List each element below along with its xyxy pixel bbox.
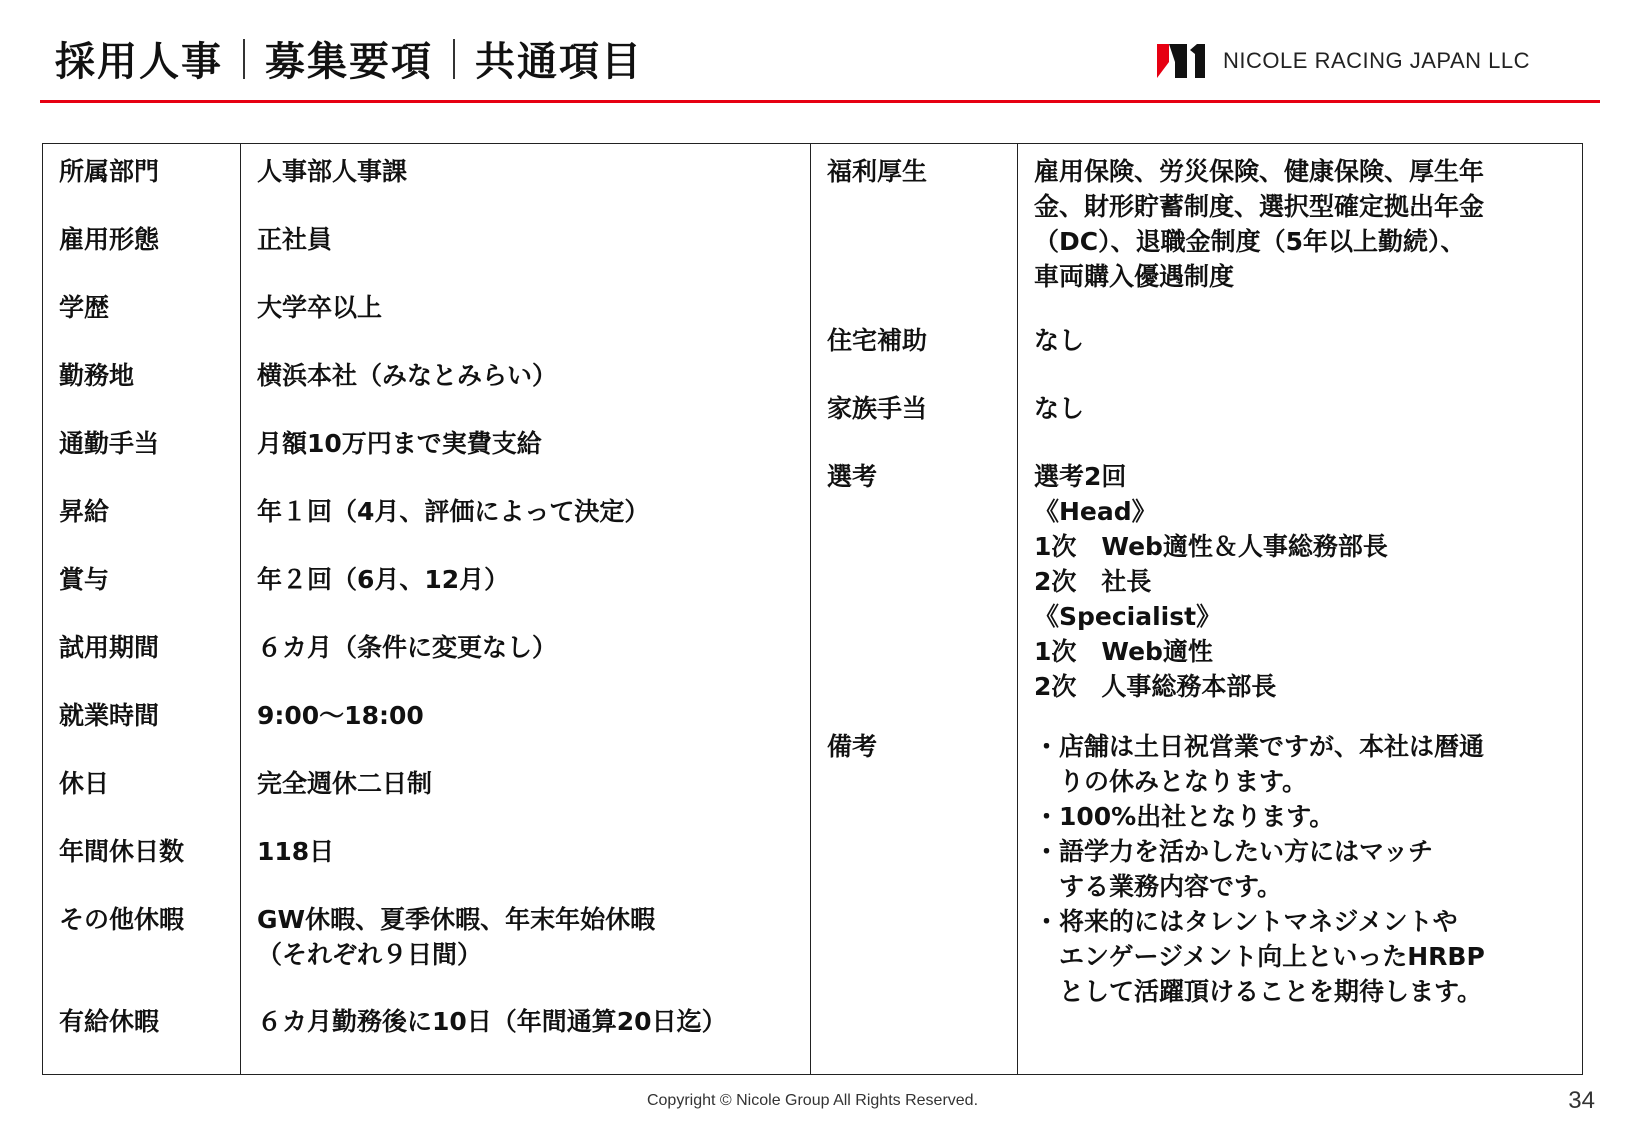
value-probation: ６カ月（条件に変更なし） — [257, 633, 558, 662]
right-value-column — [1018, 144, 1583, 1075]
label-work-location: 勤務地 — [59, 361, 135, 390]
label-welfare: 福利厚生 — [827, 157, 928, 186]
label-bonus: 賞与 — [59, 565, 110, 594]
nicole-logo-icon — [1157, 42, 1211, 80]
label-raise: 昇給 — [59, 497, 110, 526]
label-selection: 選考 — [827, 462, 878, 491]
value-paid-leave: ６カ月勤務後に10日（年間通算20日迄） — [257, 1007, 727, 1036]
label-annual-holidays: 年間休日数 — [59, 837, 185, 866]
label-working-hours: 就業時間 — [59, 701, 160, 730]
value-work-location: 横浜本社（みなとみらい） — [257, 361, 558, 390]
value-housing-allowance: なし — [1034, 326, 1085, 355]
left-value-column — [241, 144, 811, 1075]
requirements-table — [42, 143, 1583, 1075]
page-title — [55, 30, 643, 87]
title-divider — [453, 39, 455, 79]
title-part-common: 共通項目 — [475, 39, 643, 85]
label-holidays: 休日 — [59, 769, 110, 798]
value-bonus: 年２回（6月、12月） — [257, 565, 510, 594]
value-welfare: 雇用保険、労災保険、健康保険、厚生年 金、財形貯蓄制度、選択型確定拠出年金 （DC）、退職金制度（5年以上勤続）、 車両購入優遇制度 — [1034, 157, 1485, 291]
label-family-allowance: 家族手当 — [827, 394, 928, 423]
title-part-recruiting: 採用人事 — [55, 39, 223, 85]
label-remarks: 備考 — [827, 732, 878, 761]
value-annual-holidays: 118日 — [257, 837, 335, 866]
left-label-column — [43, 144, 241, 1075]
label-employment-type: 雇用形態 — [59, 225, 160, 254]
header-divider — [40, 100, 1600, 103]
right-label-column — [811, 144, 1018, 1075]
value-holidays: 完全週休二日制 — [257, 769, 433, 798]
value-family-allowance: なし — [1034, 394, 1085, 423]
company-name: NICOLE RACING JAPAN LLC — [1223, 48, 1530, 73]
value-other-leave: GW休暇、夏季休暇、年末年始休暇 （それぞれ９日間） — [257, 905, 656, 969]
company-logo — [1157, 42, 1530, 80]
label-other-leave: その他休暇 — [59, 905, 185, 934]
label-education: 学歴 — [59, 293, 110, 322]
value-employment-type: 正社員 — [257, 225, 333, 254]
label-housing-allowance: 住宅補助 — [827, 326, 928, 355]
value-commute-allowance: 月額10万円まで実費支給 — [257, 429, 542, 458]
copyright-notice: Copyright © Nicole Group All Rights Reserved. — [646, 1092, 979, 1109]
label-paid-leave: 有給休暇 — [59, 1007, 160, 1036]
title-part-requirements: 募集要項 — [265, 39, 433, 85]
page-number: 34 — [1568, 1087, 1595, 1114]
label-department: 所属部門 — [59, 157, 160, 186]
value-selection: 選考2回 《Head》 1次 Web適性＆人事総務部長 2次 社長 《Specialist》 1次 Web適性 2次 人事総務本部長 — [1034, 462, 1388, 701]
value-remarks: ・店舗は土日祝営業ですが、本社は暦通 りの休みとなります。 ・100%出社となります。 ・語学力を活かしたい方にはマッチ する業務内容です。 ・将来的にはタレントマネジメントや エンゲージメント向上といったHRBP として活躍頂けることを期待します。 — [1034, 732, 1485, 1006]
label-commute-allowance: 通勤手当 — [59, 429, 160, 458]
value-working-hours: 9:00～18:00 — [257, 701, 424, 730]
value-department: 人事部人事課 — [257, 157, 408, 186]
title-divider — [243, 39, 245, 79]
value-education: 大学卒以上 — [257, 293, 383, 322]
value-raise: 年１回（4月、評価によって決定） — [257, 497, 650, 526]
label-probation: 試用期間 — [59, 633, 160, 662]
